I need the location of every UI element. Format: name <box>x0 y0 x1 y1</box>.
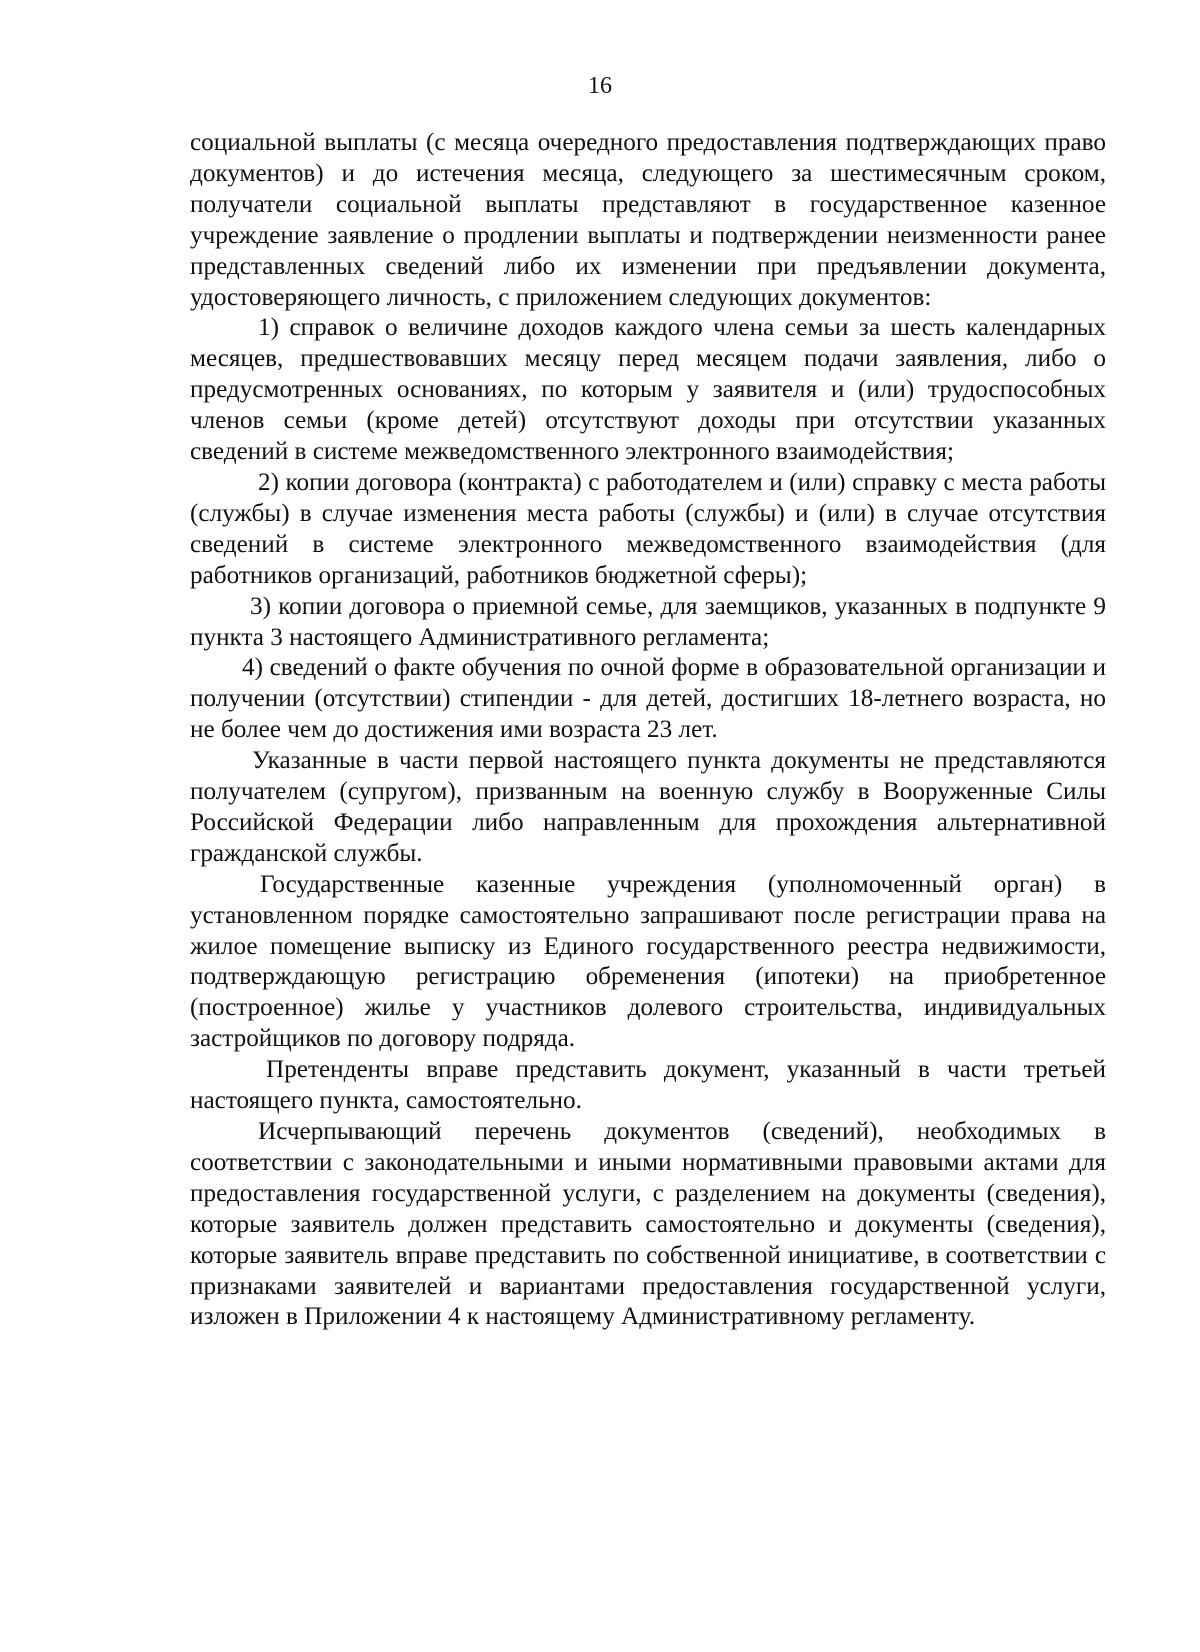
list-item-1: 1) справок о величине доходов каждого члена семьи за шесть календарных месяцев, предшествовавших месяцу перед месяцем подачи заявления, либо о предусмотренных основаниях, по которым у заявителя и (или) трудоспособных членов семьи (кроме детей) отсутствуют доходы при отсутствии указанных сведений в системе межведомственного электронного взаимодействия; <box>190 314 1106 466</box>
paragraph-continuation: социальной выплаты (с месяца очередного предоставления подтверждающих право документов) и до истечения месяца, следующего за шестимесячным сроком, получатели социальной выплаты представляют в государственное казенное учреждение заявление о продлении выплаты и подтверждении неизменности ранее представленных сведений либо их изменении при предъявлении документа, удостоверяющего личность, с приложением следующих документов: <box>190 129 1106 311</box>
list-item-3: 3) копии договора о приемной семье, для заемщиков, указанных в подпункте 9 пункта 3 настоящего Административного регламента; <box>190 592 1106 651</box>
paragraph-institutions: Государственные казенные учреждения (уполномоченный орган) в установленном порядке самостоятельно запрашивают после регистрации права на жилое помещение выписку из Единого государственного реестра недвижимости, подтверждающую регистрацию обременения (ипотеки) на приобретенное (построенное) жилье у участников долевого строительства, индивидуальных застройщиков по договору подряда. <box>190 870 1106 1053</box>
document-body <box>190 128 1106 1333</box>
paragraph-document-list: Исчерпывающий перечень документов (сведений), необходимых в соответствии с законодательными и иными нормативными правовыми актами для предоставления государственной услуги, с разделением на документы (сведения), которые заявитель должен представить самостоятельно и документы (сведения), которые заявитель вправе представить по собственной инициативе, в соответствии с признаками заявителей и вариантами предоставления государственной услуги, изложен в Приложении 4 к настоящему Административному регламенту. <box>190 1118 1106 1331</box>
list-item-4: 4) сведений о факте обучения по очной форме в образовательной организации и получении (отсутствии) стипендии - для детей, достигших 18-летнего возраста, но не более чем до достижения ими возраста 23 лет. <box>190 654 1106 744</box>
paragraph-applicants: Претенденты вправе представить документ, указанный в части третьей настоящего пункта, самостоятельно. <box>190 1056 1106 1115</box>
page-number: 16 <box>588 73 612 99</box>
list-item-2: 2) копии договора (контракта) с работодателем и (или) справку с места работы (службы) в случае изменения места работы (службы) и (или) в случае отсутствия сведений в системе электронного межведомственного взаимодействия (для работников организаций, работников бюджетной сферы); <box>190 468 1106 589</box>
paragraph-exemption: Указанные в части первой настоящего пункта документы не представляются получателем (супругом), призванным на военную службу в Вооруженные Силы Российской Федерации либо направленным для прохождения альтернативной гражданской службы. <box>190 747 1106 867</box>
